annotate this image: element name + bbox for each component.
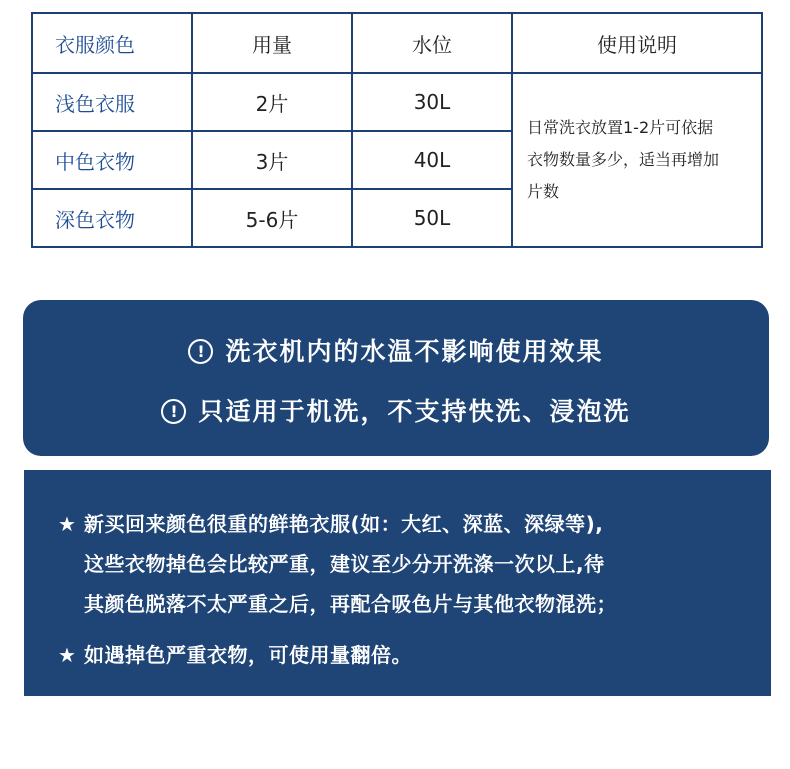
tip-text-line: 其颜色脱落不太严重之后，再配合吸色片与其他衣物混洗；	[84, 592, 617, 616]
warning-text: 只适用于机洗，不支持快洗、浸泡洗	[198, 397, 631, 426]
header-clothes-color: 衣服颜色	[32, 13, 192, 73]
tip-text-line: 如遇掉色严重衣物，可使用量翻倍。	[84, 643, 412, 667]
star-icon: ★	[58, 512, 77, 536]
header-amount: 用量	[192, 13, 352, 73]
header-water-level: 水位	[352, 13, 512, 73]
exclamation-icon: !	[161, 399, 186, 424]
warning-text: 洗衣机内的水温不影响使用效果	[225, 337, 604, 366]
usage-table	[31, 12, 763, 248]
instruction-line: 日常洗衣放置1-2片可依据	[527, 118, 714, 137]
tip-text-line: 这些衣物掉色会比较严重，建议至少分开洗涤一次以上,待	[84, 552, 605, 576]
instructions-cell	[512, 73, 762, 247]
row-water-cell: 50L	[352, 189, 512, 247]
star-icon: ★	[58, 643, 77, 667]
tip-item	[58, 635, 758, 675]
instruction-line: 衣物数量多少，适当再增加	[527, 150, 720, 169]
table-row	[32, 73, 762, 131]
row-water-cell: 30L	[352, 73, 512, 131]
row-color-cell: 浅色衣服	[32, 73, 192, 131]
tip-item	[58, 504, 758, 624]
header-instructions: 使用说明	[512, 13, 762, 73]
exclamation-icon: !	[188, 339, 213, 364]
warning-line	[23, 392, 769, 428]
warning-line	[23, 332, 769, 368]
row-amount-cell: 3片	[192, 131, 352, 189]
instruction-line: 片数	[527, 182, 560, 201]
tip-text-line: 新买回来颜色很重的鲜艳衣服(如：大红、深蓝、深绿等),	[84, 512, 604, 536]
row-color-cell: 中色衣物	[32, 131, 192, 189]
row-color-cell: 深色衣物	[32, 189, 192, 247]
row-amount-cell: 5-6片	[192, 189, 352, 247]
table-header-row	[32, 13, 762, 73]
row-water-cell: 40L	[352, 131, 512, 189]
tips-panel	[24, 470, 771, 696]
row-amount-cell: 2片	[192, 73, 352, 131]
warning-panel	[23, 300, 769, 456]
